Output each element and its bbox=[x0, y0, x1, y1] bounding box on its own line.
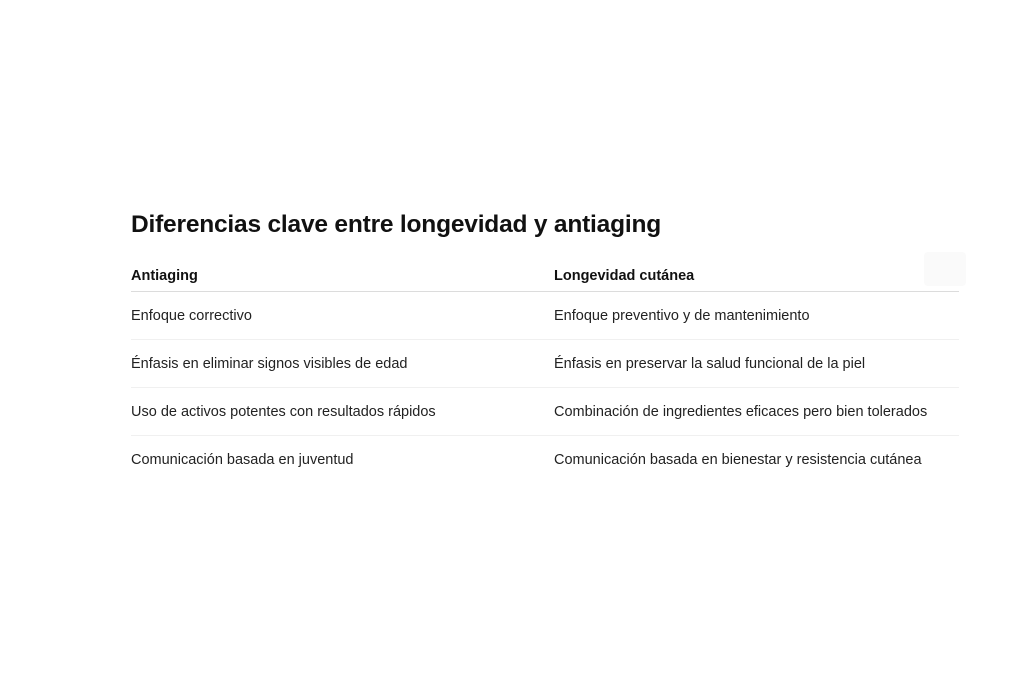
table-row bbox=[131, 292, 959, 340]
table-cell: Comunicación basada en juventud bbox=[131, 451, 354, 468]
table-cell: Énfasis en preservar la salud funcional de la piel bbox=[554, 340, 959, 388]
table-row bbox=[131, 436, 959, 484]
table-cell: Combinación de ingredientes eficaces pero bien tolerados bbox=[554, 388, 959, 436]
article-content bbox=[131, 208, 959, 483]
table-cell: Enfoque correctivo bbox=[131, 292, 554, 340]
column-header-antiaging: Antiaging bbox=[131, 261, 554, 292]
table-row bbox=[131, 388, 959, 436]
table-cell: Enfoque preventivo y de mantenimiento bbox=[554, 292, 959, 340]
table-scroll-shadow bbox=[924, 252, 966, 286]
column-header-longevidad: Longevidad cutánea bbox=[554, 261, 959, 292]
page-title: Diferencias clave entre longevidad y antiaging bbox=[131, 211, 661, 238]
table-cell: Comunicación basada en bienestar y resistencia cutánea bbox=[554, 451, 922, 468]
table-cell: Énfasis en eliminar signos visibles de edad bbox=[131, 340, 554, 388]
table-header-row bbox=[131, 261, 959, 292]
comparison-table bbox=[131, 261, 959, 483]
table-cell: Uso de activos potentes con resultados rápidos bbox=[131, 388, 554, 436]
table-row bbox=[131, 340, 959, 388]
